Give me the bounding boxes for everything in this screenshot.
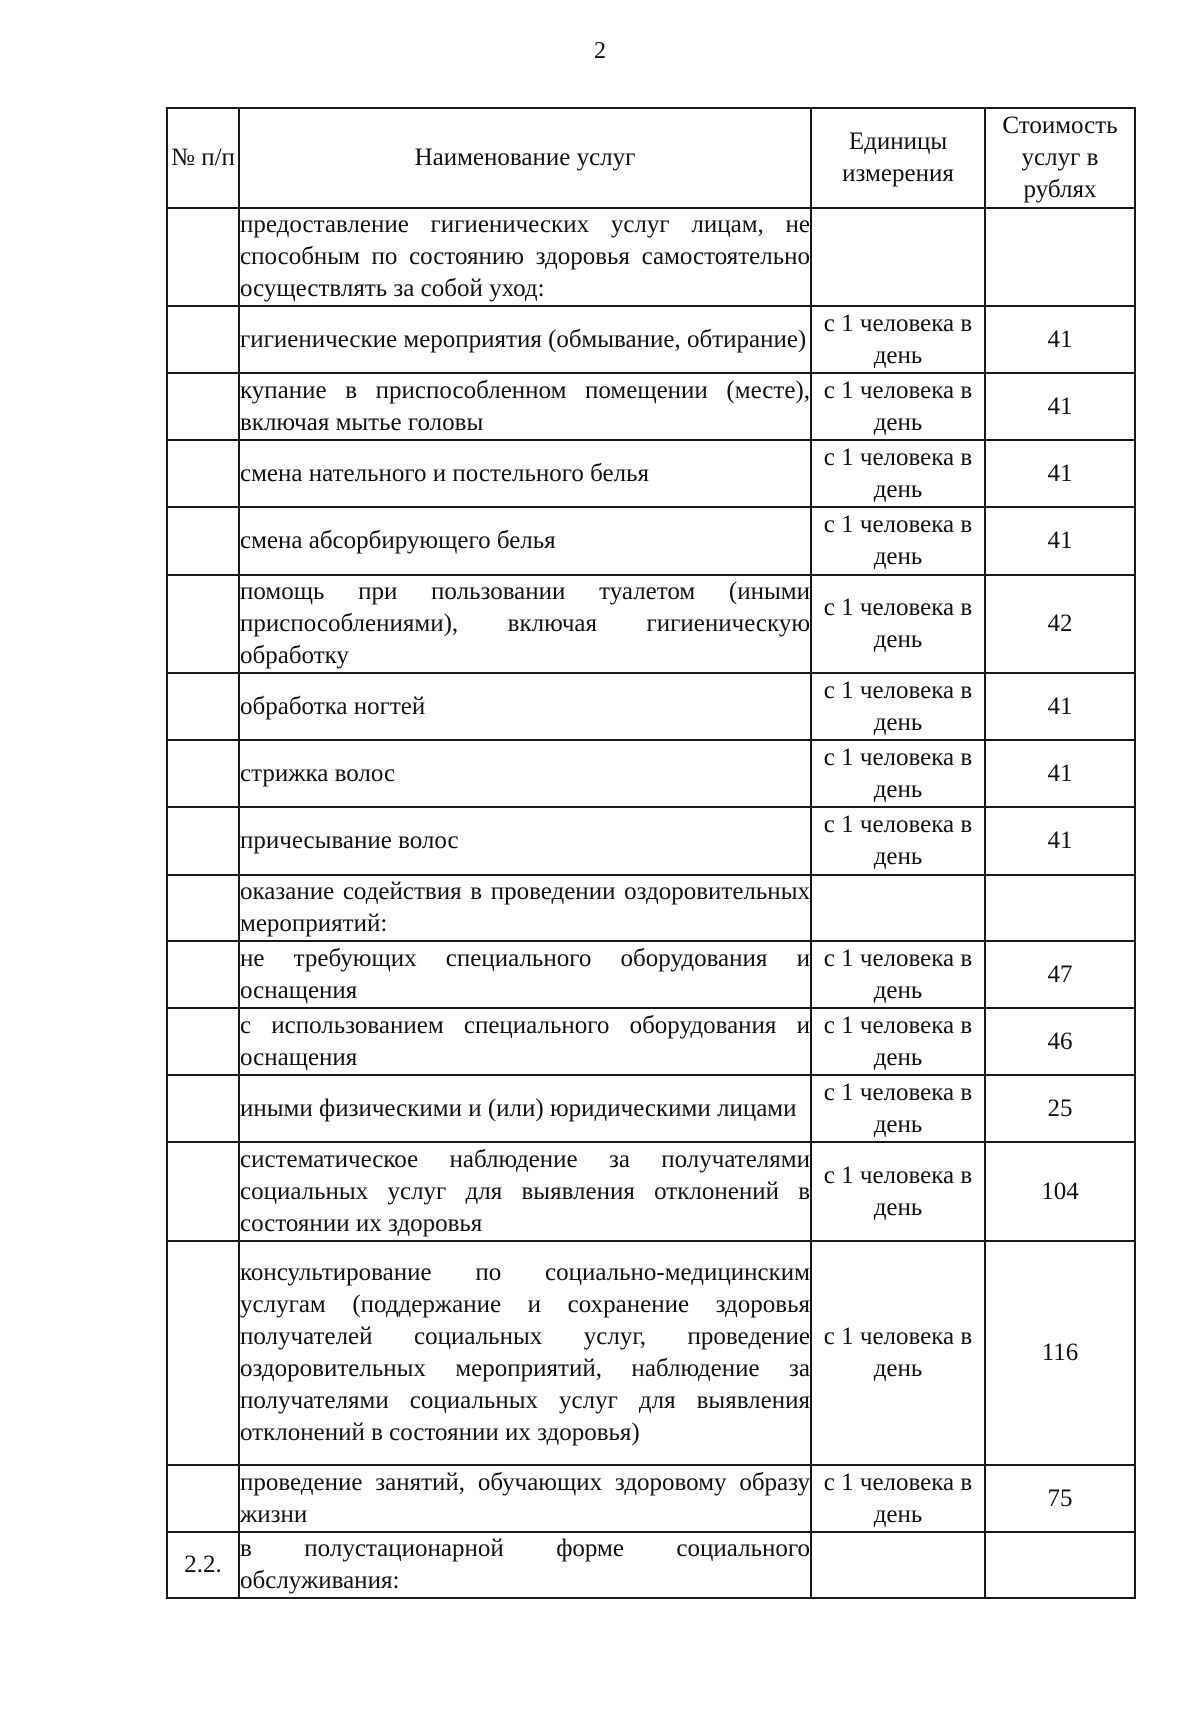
row-number [167, 440, 239, 507]
header-unit: Единицы измерения [811, 108, 985, 208]
service-name: причесывание волос [239, 807, 811, 875]
service-price [985, 208, 1135, 306]
row-number [167, 807, 239, 875]
row-number [167, 507, 239, 575]
row-number [167, 1142, 239, 1241]
row-number [167, 306, 239, 373]
page-number: 2 [594, 38, 606, 64]
unit-of-measure: с 1 человека в день [811, 1142, 985, 1241]
unit-of-measure [811, 208, 985, 306]
service-price [985, 1532, 1135, 1598]
table-row [167, 1142, 1135, 1241]
table-row [167, 507, 1135, 575]
unit-of-measure: с 1 человека в день [811, 941, 985, 1008]
service-price: 41 [985, 740, 1135, 807]
table-row [167, 673, 1135, 740]
table-header-row [167, 108, 1135, 208]
row-number [167, 1008, 239, 1075]
row-number [167, 1075, 239, 1142]
service-name: консультирование по социально-медицинским услугам (поддержание и сохранение здоровья получателей социальных услуг, проведение оздоровительных мероприятий, наблюдение за получателями социальных услуг для выявления отклонений в состоянии их здоровья) [239, 1241, 811, 1465]
row-number [167, 208, 239, 306]
unit-of-measure: с 1 человека в день [811, 673, 985, 740]
service-name: с использованием специального оборудования и оснащения [239, 1008, 811, 1075]
row-number [167, 875, 239, 941]
services-price-table [166, 107, 1136, 1599]
service-name: иными физическими и (или) юридическими лицами [239, 1075, 811, 1142]
table-row [167, 1075, 1135, 1142]
row-number [167, 373, 239, 440]
table-row [167, 1241, 1135, 1465]
unit-of-measure: с 1 человека в день [811, 575, 985, 673]
table-row [167, 208, 1135, 306]
service-price: 41 [985, 306, 1135, 373]
service-name: смена абсорбирующего белья [239, 507, 811, 575]
table-row [167, 306, 1135, 373]
unit-of-measure: с 1 человека в день [811, 807, 985, 875]
row-number [167, 1465, 239, 1532]
service-name: стрижка волос [239, 740, 811, 807]
service-price: 75 [985, 1465, 1135, 1532]
table-row [167, 440, 1135, 507]
service-name: в полустационарной форме социального обслуживания: [239, 1532, 811, 1598]
service-name: смена нательного и постельного белья [239, 440, 811, 507]
service-price: 41 [985, 807, 1135, 875]
unit-of-measure: с 1 человека в день [811, 1465, 985, 1532]
row-number [167, 1241, 239, 1465]
unit-of-measure: с 1 человека в день [811, 1008, 985, 1075]
service-name: гигиенические мероприятия (обмывание, обтирание) [239, 306, 811, 373]
table-row [167, 941, 1135, 1008]
service-price: 25 [985, 1075, 1135, 1142]
service-price: 46 [985, 1008, 1135, 1075]
unit-of-measure [811, 1532, 985, 1598]
header-number: № п/п [167, 108, 239, 208]
service-name: не требующих специального оборудования и оснащения [239, 941, 811, 1008]
service-name: обработка ногтей [239, 673, 811, 740]
service-price: 47 [985, 941, 1135, 1008]
service-name: оказание содействия в проведении оздоровительных мероприятий: [239, 875, 811, 941]
service-price: 41 [985, 440, 1135, 507]
service-price: 41 [985, 507, 1135, 575]
service-price [985, 875, 1135, 941]
table-row [167, 740, 1135, 807]
header-service-name: Наименование услуг [239, 108, 811, 208]
table-row [167, 875, 1135, 941]
service-price: 104 [985, 1142, 1135, 1241]
table-row [167, 1008, 1135, 1075]
unit-of-measure [811, 875, 985, 941]
table-row [167, 1465, 1135, 1532]
unit-of-measure: с 1 человека в день [811, 507, 985, 575]
service-price: 41 [985, 673, 1135, 740]
unit-of-measure: с 1 человека в день [811, 1241, 985, 1465]
unit-of-measure: с 1 человека в день [811, 306, 985, 373]
unit-of-measure: с 1 человека в день [811, 1075, 985, 1142]
row-number [167, 673, 239, 740]
row-number [167, 941, 239, 1008]
header-price: Стоимость услуг в рублях [985, 108, 1135, 208]
row-number [167, 575, 239, 673]
service-name: купание в приспособленном помещении (месте), включая мытье головы [239, 373, 811, 440]
service-price: 116 [985, 1241, 1135, 1465]
unit-of-measure: с 1 человека в день [811, 440, 985, 507]
service-name: помощь при пользовании туалетом (иными приспособлениями), включая гигиеническую обработку [239, 575, 811, 673]
row-number [167, 740, 239, 807]
table-row [167, 373, 1135, 440]
service-name: проведение занятий, обучающих здоровому образу жизни [239, 1465, 811, 1532]
service-name: систематическое наблюдение за получателями социальных услуг для выявления отклонений в состоянии их здоровья [239, 1142, 811, 1241]
service-price: 41 [985, 373, 1135, 440]
table-row [167, 1532, 1135, 1598]
service-name: предоставление гигиенических услуг лицам, не способным по состоянию здоровья самостоятельно осуществлять за собой уход: [239, 208, 811, 306]
table-row [167, 807, 1135, 875]
table-row [167, 575, 1135, 673]
service-price: 42 [985, 575, 1135, 673]
unit-of-measure: с 1 человека в день [811, 373, 985, 440]
row-number: 2.2. [167, 1532, 239, 1598]
unit-of-measure: с 1 человека в день [811, 740, 985, 807]
